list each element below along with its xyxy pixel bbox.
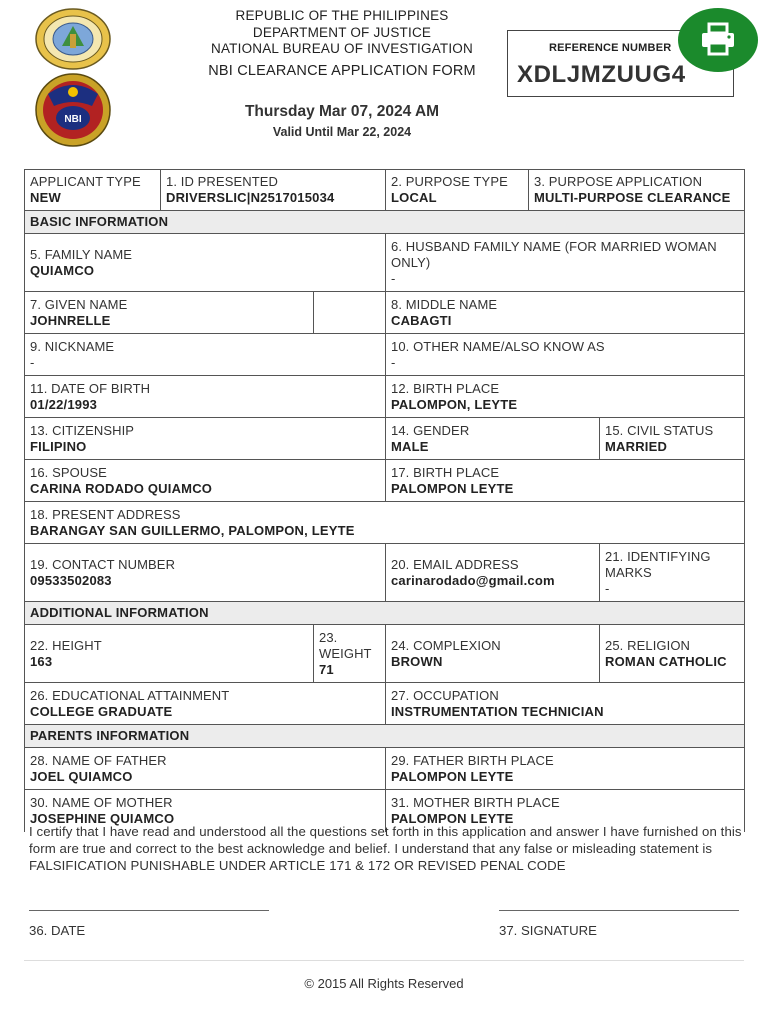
email-cell: 20. EMAIL ADDRESS carinarodado@gmail.com — [386, 544, 600, 602]
applicant-type-value: NEW — [30, 190, 61, 205]
header-line-3: NATIONAL BUREAU OF INVESTIGATION — [211, 41, 473, 56]
purpose-type-value: LOCAL — [391, 190, 437, 205]
signature-line — [499, 910, 739, 911]
purpose-application-value: MULTI-PURPOSE CLEARANCE — [534, 190, 731, 205]
occupation-cell: 27. OCCUPATION INSTRUMENTATION TECHNICIAN — [386, 683, 745, 725]
father-birth-place-cell: 29. FATHER BIRTH PLACE PALOMPON LEYTE — [386, 748, 745, 790]
print-button[interactable] — [678, 8, 758, 72]
reference-number: XDLJMZUUG4 — [517, 61, 686, 88]
given-name-cell: 7. GIVEN NAME JOHNRELLE — [25, 292, 314, 334]
footer-divider — [24, 960, 744, 961]
agency-lines — [190, 8, 494, 58]
header-line-1: REPUBLIC OF THE PHILIPPINES — [235, 8, 449, 23]
date-of-birth-cell: 11. DATE OF BIRTH 01/22/1993 — [25, 376, 386, 418]
reference-label: REFERENCE NUMBER — [549, 42, 672, 54]
certification-statement: I certify that I have read and understood all the questions set forth in this application and answer I have furnished on this form are true and correct to the best acknowledge and belief. I understand that any false or misleading statement is FALSIFICATION PUNISHABLE UNDER ARTICLE 171 & 172 OR REVISED PENAL CODE — [29, 824, 742, 873]
section-additional-information: ADDITIONAL INFORMATION — [25, 602, 745, 625]
contact-number-cell: 19. CONTACT NUMBER 09533502083 — [25, 544, 386, 602]
citizenship-cell: 13. CITIZENSHIP FILIPINO — [25, 418, 386, 460]
civil-status-cell: 15. CIVIL STATUS MARRIED — [600, 418, 745, 460]
family-name-cell: 5. FAMILY NAME QUIAMCO — [25, 234, 386, 292]
department-of-justice-seal-icon — [34, 8, 112, 70]
husband-family-name-cell: 6. HUSBAND FAMILY NAME (FOR MARRIED WOMAN ONLY) - — [386, 234, 745, 292]
weight-cell: 23. WEIGHT 71 — [314, 625, 386, 683]
printer-icon — [700, 22, 736, 56]
birth-place-cell: 12. BIRTH PLACE PALOMPON, LEYTE — [386, 376, 745, 418]
religion-cell: 25. RELIGION ROMAN CATHOLIC — [600, 625, 745, 683]
identifying-marks-cell: 21. IDENTIFYING MARKS - — [600, 544, 745, 602]
height-cell: 22. HEIGHT 163 — [25, 625, 314, 683]
gender-cell: 14. GENDER MALE — [386, 418, 600, 460]
application-date: Thursday Mar 07, 2024 AM — [244, 103, 440, 120]
form-title: NBI CLEARANCE APPLICATION FORM — [208, 63, 476, 79]
spouse-birth-place-cell: 17. BIRTH PLACE PALOMPON LEYTE — [386, 460, 745, 502]
education-cell: 26. EDUCATIONAL ATTAINMENT COLLEGE GRADUATE — [25, 683, 386, 725]
purpose-application-cell: 3. PURPOSE APPLICATION MULTI-PURPOSE CLEARANCE — [529, 170, 745, 211]
section-parents-information: PARENTS INFORMATION — [25, 725, 745, 748]
nickname-cell: 9. NICKNAME - — [25, 334, 386, 376]
complexion-cell: 24. COMPLEXION BROWN — [386, 625, 600, 683]
valid-until: Valid Until Mar 22, 2024 — [272, 125, 412, 139]
middle-name-cell: 8. MIDDLE NAME CABAGTI — [386, 292, 745, 334]
given-name-spacer — [314, 292, 386, 334]
spouse-cell: 16. SPOUSE CARINA RODADO QUIAMCO — [25, 460, 386, 502]
svg-text:NBI: NBI — [64, 114, 82, 125]
father-name-cell: 28. NAME OF FATHER JOEL QUIAMCO — [25, 748, 386, 790]
mother-name-cell: 30. NAME OF MOTHER JOSEPHINE QUIAMCO — [25, 790, 386, 832]
nbi-seal-icon — [34, 72, 112, 148]
section-basic-information: BASIC INFORMATION — [25, 211, 745, 234]
id-presented-cell: 1. ID PRESENTED DRIVERSLIC|N2517015034 — [161, 170, 386, 211]
footer-copyright: © 2015 All Rights Reserved — [304, 976, 464, 991]
present-address-cell: 18. PRESENT ADDRESS BARANGAY SAN GUILLERMO, PALOMPON, LEYTE — [25, 502, 745, 544]
application-form-table — [24, 169, 745, 832]
date-signature-line — [29, 910, 269, 911]
other-name-cell: 10. OTHER NAME/ALSO KNOW AS - — [386, 334, 745, 376]
header-line-2: DEPARTMENT OF JUSTICE — [252, 24, 432, 40]
applicant-type-cell: APPLICANT TYPE NEW — [25, 170, 161, 211]
purpose-type-cell: 2. PURPOSE TYPE LOCAL — [386, 170, 529, 211]
signature-label: 37. SIGNATURE — [499, 923, 597, 938]
date-label: 36. DATE — [29, 923, 86, 938]
id-presented-value: DRIVERSLIC|N2517015034 — [166, 190, 335, 205]
mother-birth-place-cell: 31. MOTHER BIRTH PLACE PALOMPON LEYTE — [386, 790, 745, 832]
form-header — [0, 0, 768, 160]
